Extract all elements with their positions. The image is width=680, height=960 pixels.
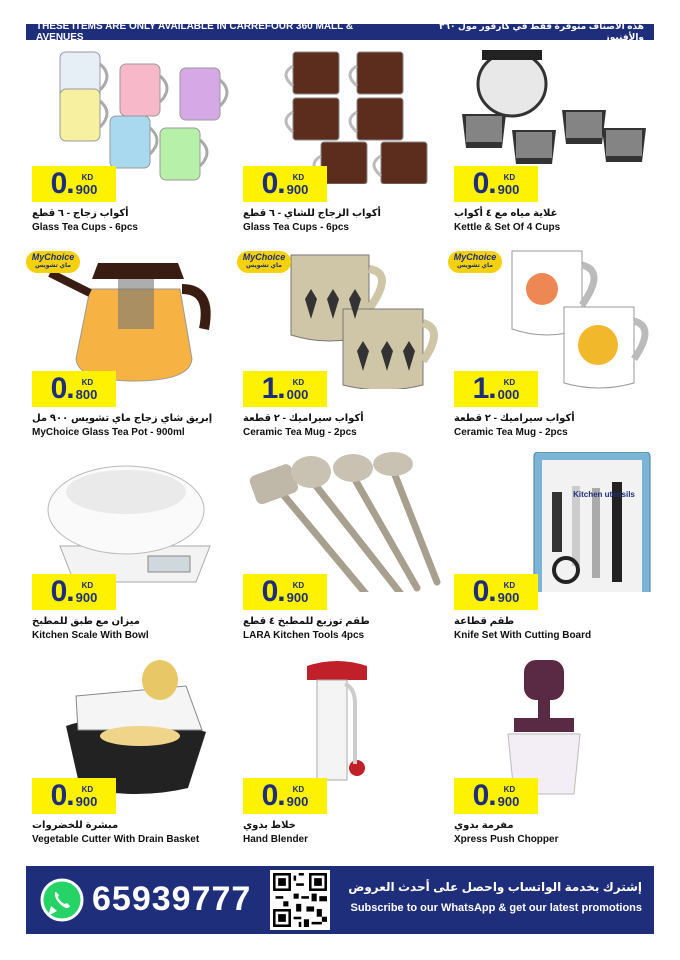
price-whole: 0. [472,167,496,200]
currency-label: KD [81,785,94,794]
availability-banner [26,21,654,43]
product-name-english: Ceramic Tea Mug - 2pcs [243,427,357,438]
mychoice-brand-logo [26,251,80,273]
product-image[interactable] [452,44,652,184]
currency-label: KD [292,173,305,182]
product-name-arabic: مفرمة بدوي [454,820,514,831]
price-fils: 900 [497,182,520,197]
product-name-english: Glass Tea Cups - 6pcs [32,222,138,233]
currency-label: KD [292,785,305,794]
product-name-english: Glass Tea Cups - 6pcs [243,222,349,233]
knife-set-icon [452,452,652,592]
price-fils: 000 [286,387,309,402]
currency-label: KD [292,581,305,590]
product-card[interactable] [448,452,657,657]
product-card[interactable] [448,44,657,249]
currency-label: KD [81,581,94,590]
price-fils: 000 [497,387,520,402]
price-whole: 0. [261,167,285,200]
brand-name-arabic: ماي تشويس [246,263,282,269]
price-tag [243,778,327,814]
vegetable-cutter-icon [30,656,230,796]
price-tag [454,778,538,814]
product-card[interactable] [26,249,235,454]
price-fils: 900 [75,590,98,605]
product-card[interactable] [237,656,446,861]
product-name-arabic: أكواب الزجاج للشاي - ٦ قطع [243,208,381,219]
kitchen-scale-icon [30,452,230,592]
price-fils: 900 [497,794,520,809]
price-fils: 800 [75,387,98,402]
mychoice-brand-logo [237,251,291,273]
product-image[interactable] [241,656,441,796]
price-fils: 900 [497,590,520,605]
price-whole: 0. [50,167,74,200]
mychoice-brand-logo [448,251,502,273]
product-name-english: MyChoice Glass Tea Pot - 900ml [32,427,185,438]
price-whole: 0. [472,779,496,812]
kitchen-tools-icon [241,452,441,592]
product-name-english: Kitchen Scale With Bowl [32,630,149,641]
hand-blender-icon [241,656,441,796]
brand-name: MyChoice [242,252,286,262]
product-card[interactable] [26,656,235,861]
price-whole: 1. [472,372,496,405]
product-name-english: Knife Set With Cutting Board [454,630,592,641]
price-tag [32,166,116,202]
product-name-arabic: إبريق شاي زجاج ماي تشويس ٩٠٠ مل [32,413,213,424]
currency-label: KD [503,378,516,387]
push-chopper-icon [452,656,652,796]
product-image[interactable] [452,656,652,796]
brand-name-arabic: ماي تشويس [35,263,71,269]
product-name-arabic: غلاية مياه مع ٤ أكواب [454,208,558,219]
product-image[interactable] [30,452,230,592]
whatsapp-phone-number[interactable]: 65939777 [92,880,252,918]
product-name-english: Kettle & Set Of 4 Cups [454,222,561,233]
price-tag [243,371,327,407]
product-image[interactable] [30,656,230,796]
price-tag [454,166,538,202]
product-name-english: Ceramic Tea Mug - 2pcs [454,427,568,438]
brand-name: MyChoice [453,252,497,262]
price-whole: 1. [261,372,285,405]
banner-arabic-text: هذه الأصناف متوفرة فقط في كارفور مول ٣٦٠ والأفنيوز [439,21,644,42]
subscribe-english-text: Subscribe to our WhatsApp & get our latest promotions [350,902,642,914]
product-name-arabic: ميزان مع طبق للمطبخ [32,616,140,627]
price-whole: 0. [50,779,74,812]
price-whole: 0. [261,575,285,608]
price-tag [32,371,116,407]
price-tag [243,166,327,202]
brand-name: MyChoice [31,252,75,262]
price-fils: 900 [75,182,98,197]
price-tag [454,371,538,407]
price-fils: 900 [286,794,309,809]
whatsapp-icon[interactable] [40,878,84,922]
product-card[interactable] [237,452,446,657]
product-name-arabic: مبشرة للخضروات [32,820,119,831]
price-tag [454,574,538,610]
price-whole: 0. [50,372,74,405]
price-tag [243,574,327,610]
price-whole: 0. [472,575,496,608]
banner-english-text: THESE ITEMS ARE ONLY AVAILABLE IN CARREFOUR 360 MALL & AVENUES [36,21,354,43]
product-name-arabic: أكواب سيراميك - ٢ قطعة [454,413,575,424]
price-whole: 0. [50,575,74,608]
subscribe-arabic-text: إشترك بخدمة الواتساب واحصل على أحدث العروض [348,880,642,894]
product-name-english: LARA Kitchen Tools 4pcs [243,630,365,641]
product-image[interactable] [452,452,652,592]
product-image[interactable] [241,452,441,592]
currency-label: KD [81,378,94,387]
price-fils: 900 [286,590,309,605]
price-fils: 900 [75,794,98,809]
kettle-cups-set-icon [452,44,652,184]
whatsapp-footer [26,866,654,934]
product-image[interactable] [30,44,230,184]
product-name-arabic: طقم توزيع للمطبخ ٤ قطع [243,616,370,627]
product-name-english: Xpress Push Chopper [454,834,559,845]
colored-glass-cups-icon [30,44,230,184]
price-whole: 0. [261,779,285,812]
product-card[interactable] [237,44,446,249]
product-name-arabic: أكواب سيراميك - ٢ قطعة [243,413,364,424]
price-tag [32,574,116,610]
brand-name-arabic: ماي تشويس [457,263,493,269]
product-card[interactable] [448,656,657,861]
product-card[interactable] [448,249,657,454]
currency-label: KD [503,173,516,182]
product-name-english: Hand Blender [243,834,309,845]
currency-label: KD [503,785,516,794]
currency-label: KD [503,581,516,590]
patterned-tea-cups-icon [241,44,441,184]
product-card[interactable] [26,452,235,657]
currency-label: KD [292,378,305,387]
product-name-english: Vegetable Cutter With Drain Basket [32,834,200,845]
product-grid [26,44,654,864]
price-tag [32,778,116,814]
product-image[interactable] [241,44,441,184]
currency-label: KD [81,173,94,182]
product-card[interactable] [26,44,235,249]
qr-code[interactable] [270,870,330,930]
price-fils: 900 [286,182,309,197]
pack-label: Kitchen utensils [573,490,635,499]
product-name-arabic: طقم قطاعة [454,616,515,627]
product-name-arabic: أكواب زجاج - ٦ قطع [32,208,129,219]
product-name-arabic: خلاط بدوي [243,820,296,831]
product-card[interactable] [237,249,446,454]
